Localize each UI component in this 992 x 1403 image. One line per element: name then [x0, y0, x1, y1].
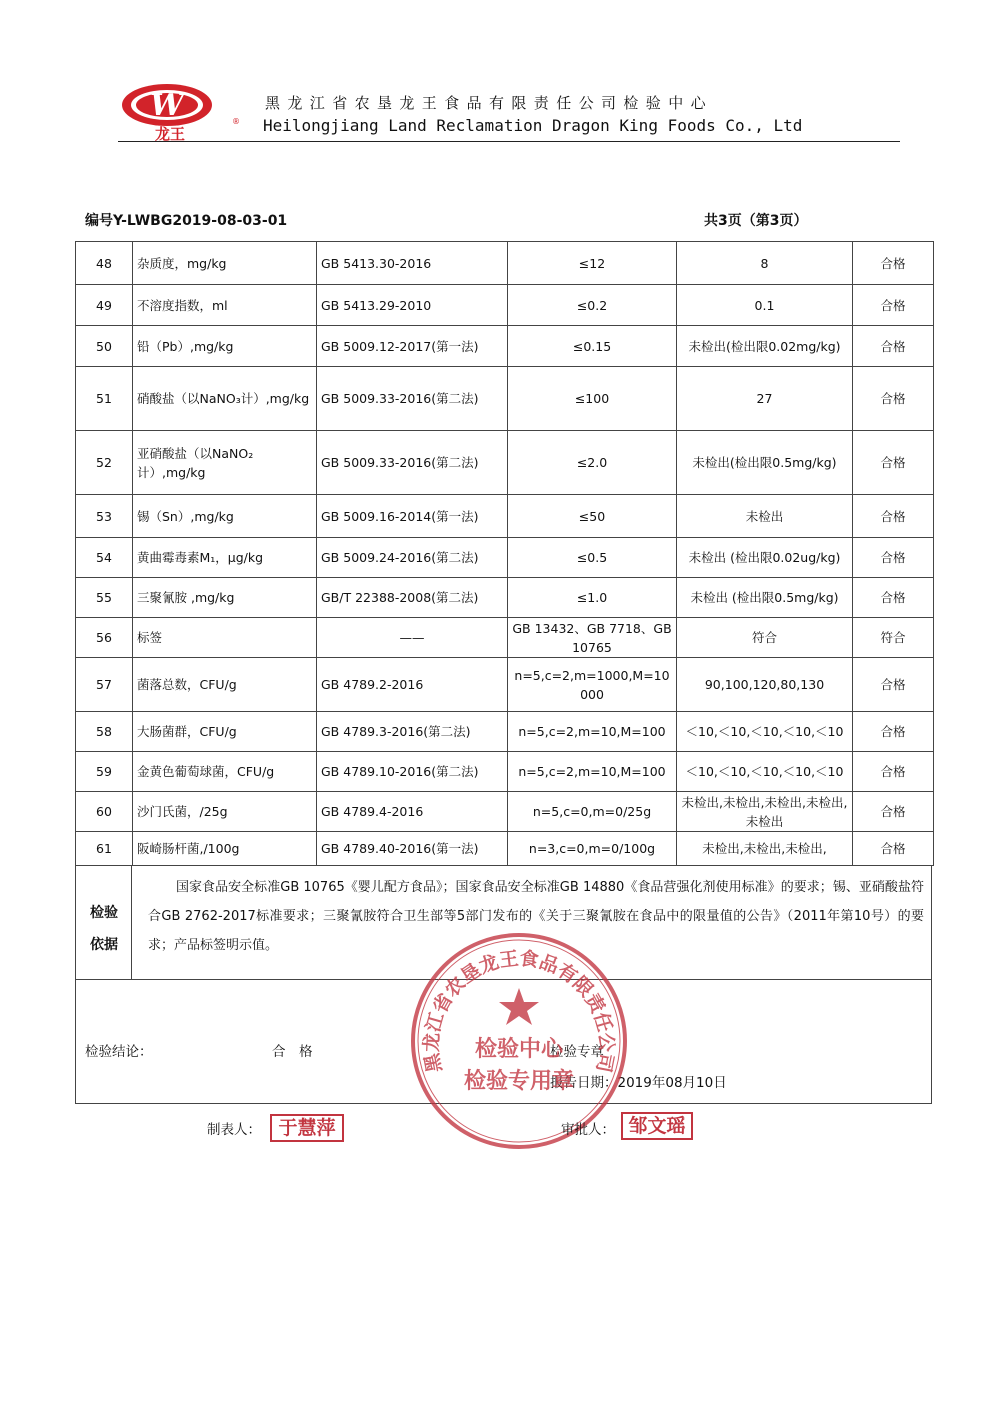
row-number: 61 [76, 832, 133, 866]
test-result: ＜10,＜10,＜10,＜10,＜10 [677, 752, 853, 792]
header-divider [118, 141, 900, 142]
test-result: 未检出(检出限0.5mg/kg) [677, 431, 853, 495]
test-result: 0.1 [677, 285, 853, 326]
verdict: 合格 [853, 832, 934, 866]
row-number: 57 [76, 658, 133, 712]
test-method: GB 5009.33-2016(第二法) [317, 431, 508, 495]
standard-limit: ≤0.15 [508, 326, 677, 367]
standard-limit: ≤0.5 [508, 538, 677, 578]
row-number: 56 [76, 618, 133, 658]
table-row [76, 367, 934, 431]
svg-text:W: W [150, 88, 184, 123]
table-row [76, 618, 934, 658]
test-result: 未检出 (检出限0.5mg/kg) [677, 578, 853, 618]
results-table [75, 241, 934, 866]
row-number: 60 [76, 792, 133, 832]
verdict: 合格 [853, 242, 934, 285]
test-result: 未检出 (检出限0.02ug/kg) [677, 538, 853, 578]
standard-limit: ≤12 [508, 242, 677, 285]
row-number: 50 [76, 326, 133, 367]
test-item: 铅（Pb）,mg/kg [133, 326, 317, 367]
table-row [76, 538, 934, 578]
verdict: 符合 [853, 618, 934, 658]
logo-text: 龙王 [154, 125, 186, 142]
test-result: 未检出 [677, 495, 853, 538]
inspection-basis-label [76, 865, 132, 979]
test-method: GB 5009.33-2016(第二法) [317, 367, 508, 431]
test-item: 不溶度指数，ml [133, 285, 317, 326]
table-row [76, 752, 934, 792]
test-method: —— [317, 618, 508, 658]
test-item: 标签 [133, 618, 317, 658]
test-item: 金黄色葡萄球菌，CFU/g [133, 752, 317, 792]
test-result: 未检出,未检出,未检出,未检出,未检出 [677, 792, 853, 832]
test-result: ＜10,＜10,＜10,＜10,＜10 [677, 712, 853, 752]
row-number: 53 [76, 495, 133, 538]
verdict: 合格 [853, 326, 934, 367]
report-date: 报告日期：2019年08月10日 [550, 1075, 727, 1091]
table-row [76, 578, 934, 618]
standard-limit: n=5,c=2,m=10,M=100 [508, 752, 677, 792]
test-method: GB 4789.10-2016(第二法) [317, 752, 508, 792]
standard-limit: n=3,c=0,m=0/100g [508, 832, 677, 866]
table-row [76, 658, 934, 712]
verdict: 合格 [853, 538, 934, 578]
test-method: GB 5413.30-2016 [317, 242, 508, 285]
standard-limit: n=5,c=2,m=1000,M=10000 [508, 658, 677, 712]
row-number: 54 [76, 538, 133, 578]
seal-line1: 检验中心 [474, 1036, 564, 1062]
test-result: 8 [677, 242, 853, 285]
test-method: GB 5009.24-2016(第二法) [317, 538, 508, 578]
approved-by-stamp: 邹文瑶 [621, 1112, 693, 1140]
standard-limit: GB 13432、GB 7718、GB 10765 [508, 618, 677, 658]
test-result: 符合 [677, 618, 853, 658]
table-row [76, 792, 934, 832]
conclusion-label: 检验结论： [85, 1044, 153, 1060]
row-number: 51 [76, 367, 133, 431]
seal-label: 检验专章 [550, 1044, 604, 1060]
test-item: 沙门氏菌，/25g [133, 792, 317, 832]
test-item: 黄曲霉毒素M₁，μg/kg [133, 538, 317, 578]
test-item: 锡（Sn）,mg/kg [133, 495, 317, 538]
prepared-by-label: 制表人： [207, 1122, 261, 1138]
company-name-cn: 黑龙江省农垦龙王食品有限责任公司检验中心 [265, 94, 714, 112]
standard-limit: n=5,c=0,m=0/25g [508, 792, 677, 832]
seal-line2: 检验专用章 [463, 1068, 575, 1094]
standard-limit: ≤1.0 [508, 578, 677, 618]
verdict: 合格 [853, 495, 934, 538]
standard-limit: ≤0.2 [508, 285, 677, 326]
basis-label-line2: 依据 [90, 937, 118, 953]
table-row [76, 712, 934, 752]
company-name-en: Heilongjiang Land Reclamation Dragon King Foods Co., Ltd [263, 116, 803, 135]
test-method: GB 5009.16-2014(第一法) [317, 495, 508, 538]
inspection-basis-text: 国家食品安全标准GB 10765《婴儿配方食品》；国家食品安全标准GB 14880《食品营强化剂使用标准》的要求；锡、亚硝酸盐符合GB 2762-2017标准要求；三聚氰胺符合卫生部等5部门发布的《关于三聚氰胺在食品中的限量值的公告》（2011年第10号）的要求；产品标签明示值。 [148, 880, 924, 953]
test-result: 90,100,120,80,130 [677, 658, 853, 712]
test-method: GB 4789.3-2016(第二法) [317, 712, 508, 752]
verdict: 合格 [853, 752, 934, 792]
test-item: 三聚氰胺 ,mg/kg [133, 578, 317, 618]
verdict: 合格 [853, 367, 934, 431]
row-number: 52 [76, 431, 133, 495]
verdict: 合格 [853, 658, 934, 712]
test-item: 硝酸盐（以NaNO₃计）,mg/kg [133, 367, 317, 431]
test-item: 阪崎肠杆菌,/100g [133, 832, 317, 866]
table-row [76, 326, 934, 367]
table-row [76, 285, 934, 326]
row-number: 59 [76, 752, 133, 792]
table-row [76, 832, 934, 866]
test-result: 未检出(检出限0.02mg/kg) [677, 326, 853, 367]
conclusion-value: 合 格 [272, 1044, 313, 1060]
standard-limit: ≤100 [508, 367, 677, 431]
table-row [76, 495, 934, 538]
verdict: 合格 [853, 792, 934, 832]
test-result: 未检出,未检出,未检出, [677, 832, 853, 866]
test-method: GB 5009.12-2017(第一法) [317, 326, 508, 367]
row-number: 55 [76, 578, 133, 618]
verdict: 合格 [853, 285, 934, 326]
basis-label-line1: 检验 [90, 905, 118, 921]
row-number: 49 [76, 285, 133, 326]
company-logo [120, 80, 240, 142]
prepared-by-stamp: 于慧萍 [270, 1114, 344, 1142]
test-method: GB/T 22388-2008(第二法) [317, 578, 508, 618]
page-indicator: 共3页（第3页） [704, 213, 808, 229]
verdict: 合格 [853, 712, 934, 752]
standard-limit: n=5,c=2,m=10,M=100 [508, 712, 677, 752]
verdict: 合格 [853, 578, 934, 618]
standard-limit: ≤2.0 [508, 431, 677, 495]
standard-limit: ≤50 [508, 495, 677, 538]
test-item: 杂质度，mg/kg [133, 242, 317, 285]
seal-ring-text: 黑龙江省农垦龙王食品有限责任公司 [420, 947, 618, 1075]
test-method: GB 4789.2-2016 [317, 658, 508, 712]
table-row [76, 242, 934, 285]
svg-text:®: ® [232, 117, 240, 126]
test-method: GB 4789.4-2016 [317, 792, 508, 832]
letterhead [118, 76, 900, 142]
row-number: 58 [76, 712, 133, 752]
test-item: 亚硝酸盐（以NaNO₂计）,mg/kg [133, 431, 317, 495]
row-number: 48 [76, 242, 133, 285]
test-item: 菌落总数，CFU/g [133, 658, 317, 712]
approved-by-label: 审批人： [561, 1122, 615, 1138]
test-method: GB 4789.40-2016(第一法) [317, 832, 508, 866]
test-item: 大肠菌群，CFU/g [133, 712, 317, 752]
verdict: 合格 [853, 431, 934, 495]
test-method: GB 5413.29-2010 [317, 285, 508, 326]
table-row [76, 431, 934, 495]
test-result: 27 [677, 367, 853, 431]
report-number: 编号Y-LWBG2019-08-03-01 [85, 213, 288, 229]
